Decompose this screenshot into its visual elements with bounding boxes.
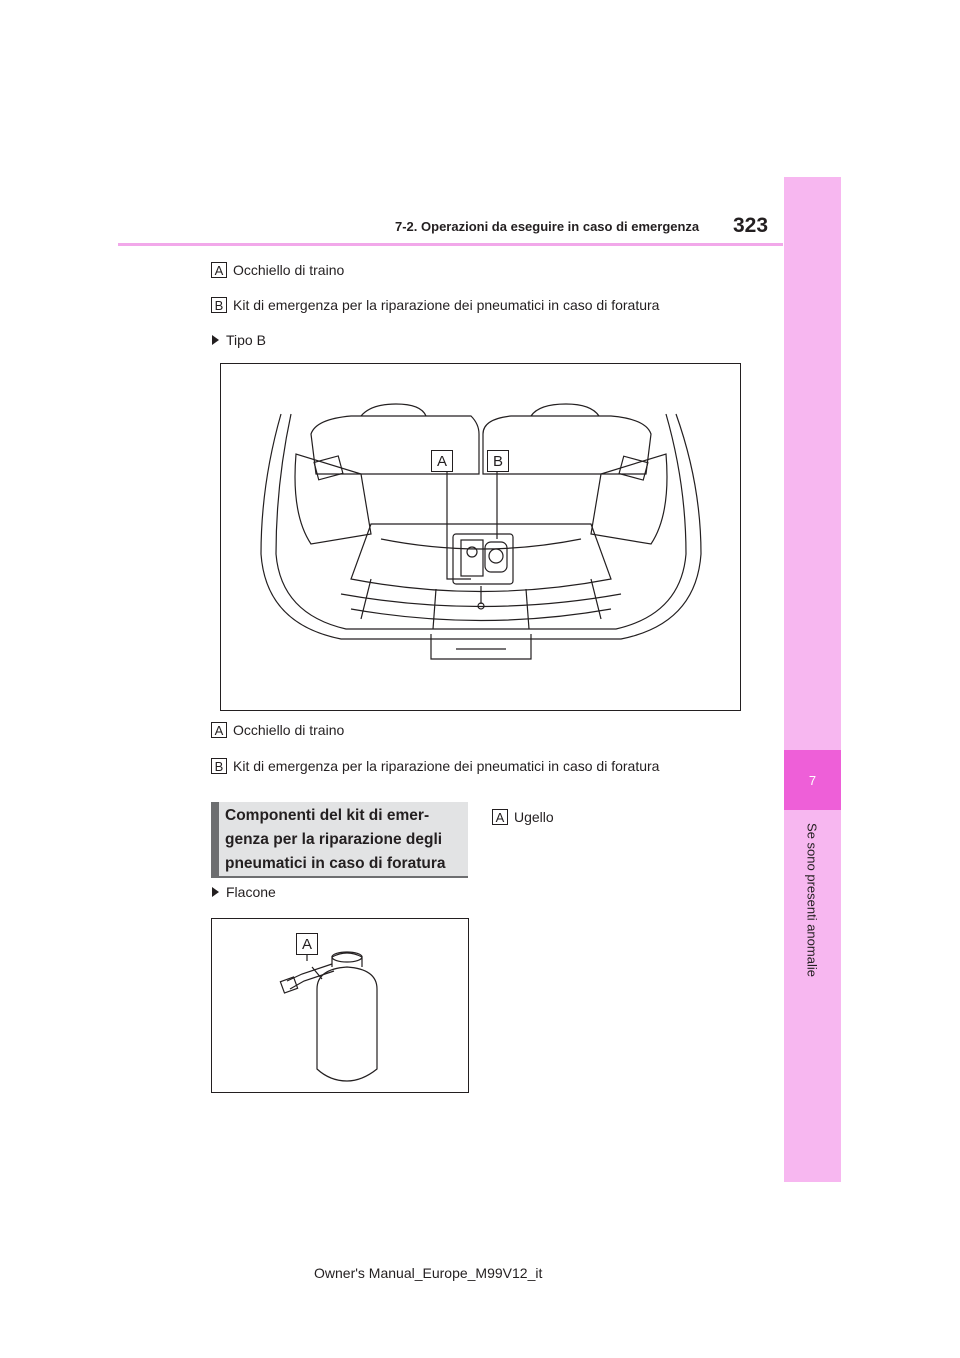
badge-a: A — [492, 809, 508, 825]
badge-a: A — [211, 262, 227, 278]
bottle-illustration — [212, 919, 468, 1092]
callout-a: A — [296, 933, 318, 955]
tipo-b-label: Tipo B — [226, 332, 266, 348]
section-title: 7-2. Operazioni da eseguire in caso di emergenza — [395, 219, 700, 234]
legend-item-a — [211, 262, 344, 278]
legend-item-ugello — [492, 809, 554, 825]
page-number: 323 — [733, 214, 769, 237]
callout-b: B — [487, 450, 509, 472]
chapter-title: Se sono presenti anomalie — [804, 823, 820, 977]
legend-text: Occhiello di traino — [233, 262, 345, 278]
flacone-label: Flacone — [226, 884, 276, 900]
legend-item-b — [211, 758, 659, 774]
flacone-bullet — [212, 884, 276, 900]
legend-item-a — [211, 722, 344, 738]
legend-text: Kit di emergenza per la riparazione dei pneumatici in caso di foratura — [233, 297, 660, 313]
tipo-b-bullet — [212, 332, 266, 348]
triangle-bullet-icon — [212, 335, 219, 345]
footer-text: Owner's Manual_Europe_M99V12_it — [314, 1265, 543, 1281]
header-rule — [118, 243, 783, 246]
heading-line: Componenti del kit di emer- — [225, 807, 430, 824]
callout-a: A — [431, 450, 453, 472]
trunk-illustration — [221, 364, 740, 710]
legend-text: Kit di emergenza per la riparazione dei pneumatici in caso di foratura — [233, 758, 660, 774]
chapter-number: 7 — [784, 750, 841, 810]
badge-b: B — [211, 758, 227, 774]
heading-line: pneumatici in caso di foratura — [225, 855, 446, 872]
heading-line: genza per la riparazione degli — [225, 831, 443, 848]
badge-a: A — [211, 722, 227, 738]
legend-item-b — [211, 297, 659, 313]
badge-b: B — [211, 297, 227, 313]
triangle-bullet-icon — [212, 887, 219, 897]
legend-text: Ugello — [514, 809, 554, 825]
components-heading — [211, 802, 468, 876]
bottle-figure — [211, 918, 469, 1093]
heading-underline — [211, 876, 468, 878]
legend-text: Occhiello di traino — [233, 722, 345, 738]
chapter-side-tab — [784, 177, 841, 1182]
trunk-figure — [220, 363, 741, 711]
